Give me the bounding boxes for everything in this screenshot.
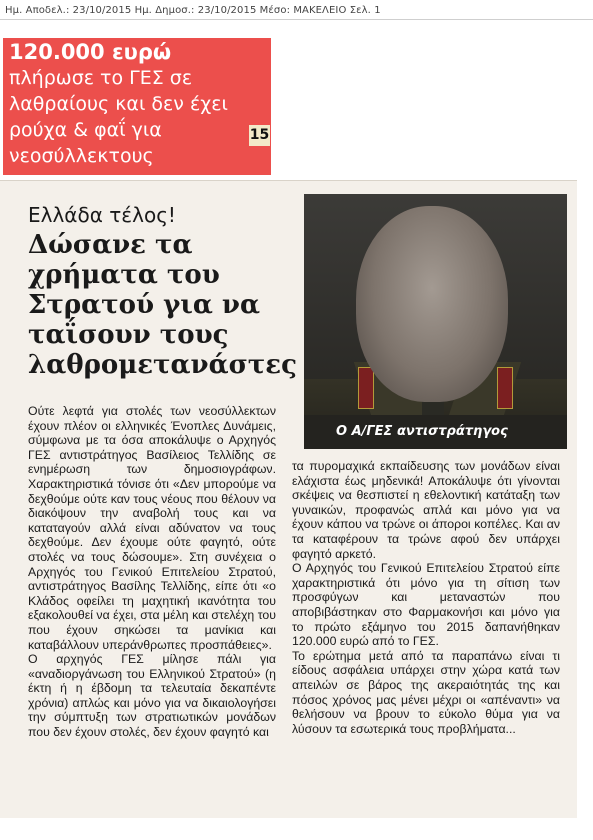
- promo-box: [3, 38, 271, 175]
- portrait-photo: [304, 194, 567, 449]
- column-2-paragraph: Το ερώτημα μετά από τα παραπάνω είναι τι είδους ασφάλεια υπάρχει στην χώρα κατά των απειλών σε βάρος της ακεραιότητάς της και πόσος χρόνος μας μένει μέχρι οι «απέναντι» να θελήσουν να βρουν το εύκολο θύμα για να λύσουν τα εσωτερικά τους προβλήματα...: [292, 648, 560, 736]
- column-2-paragraph: τα πυρομαχικά εκπαίδευσης των μονάδων είναι ελάχιστα έως μηδενικά! Αποκάλυψε ότι γίνονται σκέψεις να θεσπιστεί η εθελοντική κατάταξη των γυναικών, προφανώς απλά και μόνο για να έχουν κάπου να τρώνε οι άποροι κοπέλες. Και αν τα καταφέρουν τα τρώνε αφού δεν υπάρχει φαγητό αρκετό.: [292, 459, 560, 561]
- article-kicker: Ελλάδα τέλος!: [28, 203, 176, 227]
- face-shape: [356, 206, 508, 402]
- promo-subtitle: πλήρωσε το ΓΕΣ σε λαθραίους και δεν έχει ρούχα & φαΐ για νεοσύλλεκτους: [9, 67, 228, 167]
- rank-patch-right: [497, 367, 513, 409]
- column-2-paragraph: Ο Αρχηγός του Γενικού Επιτελείου Στρατού είπε χαρακτηριστικά ότι μόνο για τη σίτιση των προσφύγων και μεταναστών που αποβιβάστηκαν στο Φαρμακονήσι και μόνο για το πρώτο εξάμηνο του 2015 δαπανήθηκαν 120.000 ευρώ από το ΓΕΣ.: [292, 561, 560, 649]
- promo-page-number: 15: [249, 125, 270, 146]
- column-1-paragraph: Ο αρχηγός ΓΕΣ μίλησε πάλι για «αναδιοργάνωση του Ελληνικού Στρατού» (η έκτη ή η έβδομη τα τελευταία δεκαπέντε χρόνια) απλώς και μόνο για να δικαιολογήσει την σύμπτυξη των στρατιωτικών μονάδων που δεν έχουν στολές, δεν έχουν φαγητό και: [28, 652, 276, 740]
- article-headline: Δώσανε τα χρήματα του Στρατού για να ταΐσουν τους λαθρομετανάστες: [28, 230, 297, 380]
- column-1-paragraph: Ούτε λεφτά για στολές των νεοσύλλεκτων έχουν πλέον οι ελληνικές Ένοπλες Δυνάμεις, σύμφωνα με τα όσα αποκάλυψε ο Αρχηγός ΓΕΣ αντιστράτηγος Βασίλειος Τελλίδης σε ενημέρωση των δημοσιογράφων. Χαρακτηριστικά τόνισε ότι «Δεν μπορούμε να δεχθούμε ούτε καν τους νέους που θέλουν να διακόψουν την αναβολή τους και να καταταγούν αλλά είναι αδύνατον να τους δεχθούμε. Δεν έχουμε ούτε φαγητό, ούτε στολές να τους δώσουμε». Στη συνέχεια ο Αρχηγός του Γενικού Επιτελείου Στρατού, αντιστράτηγος Βασίλης Τελλίδης, είπε ότι «ο Κλάδος οφείλει τη μαχητική ικανότητα του εξακολουθεί να έχει, στα μέλη και στελέχη του που έχουν σηκώσει τα μανίκια και καταβάλλουν υπεράνθρωπες προσπάθειες».: [28, 404, 276, 652]
- rank-patch-left: [358, 367, 374, 409]
- photo-caption: Ο Α/ΓΕΣ αντιστράτηγος: [304, 415, 567, 449]
- promo-title: 120.000 ευρώ: [9, 40, 172, 64]
- clipping-metadata: Ημ. Αποδελ.: 23/10/2015 Ημ. Δημοσ.: 23/10/2015 Μέσο: ΜΑΚΕΛΕΙΟ Σελ. 1: [5, 5, 381, 16]
- header-divider: [0, 19, 593, 20]
- article-column-2: [292, 459, 560, 736]
- article-column-1: [28, 404, 276, 740]
